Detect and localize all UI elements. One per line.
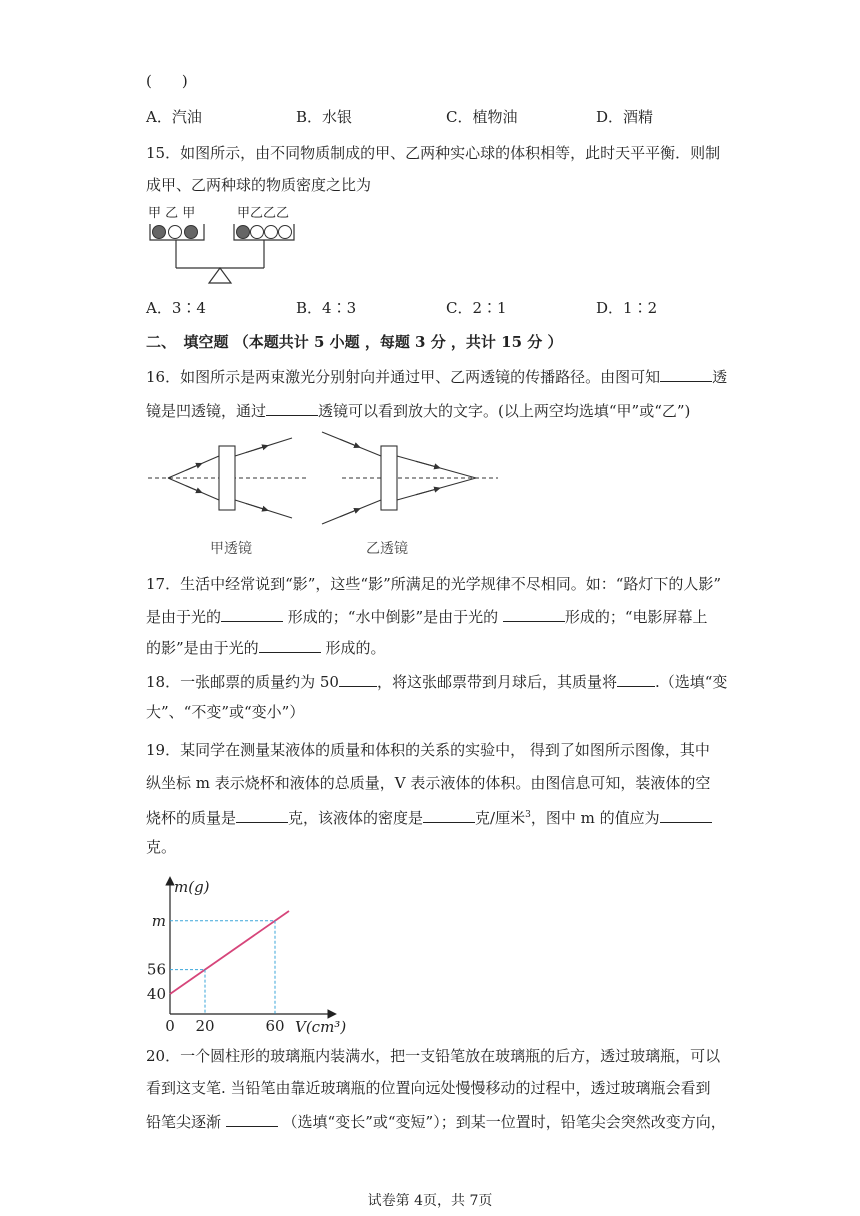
answer-blank[interactable]: [236, 807, 288, 823]
answer-blank[interactable]: [339, 671, 377, 687]
q18-line-2: 大”、“不变”或“变小”）: [146, 703, 305, 721]
q19-text: 烧杯的质量是: [146, 809, 237, 827]
q19-line-1: 19．某同学在测量某液体的质量和体积的关系的实验中， 得到了如图所示图像，其中: [146, 741, 710, 759]
x-tick-label: 20: [195, 1017, 215, 1035]
balance-figure: [146, 202, 306, 286]
answer-blank[interactable]: [660, 366, 712, 382]
q15-option-c: C．2∶1: [446, 299, 507, 317]
data-line: [170, 911, 289, 994]
y-axis-label: m(g): [174, 878, 210, 896]
q18-text: .（选填“变: [654, 673, 728, 691]
q14-option-d: D．酒精: [596, 108, 654, 126]
q19-line-4: 克。: [146, 838, 177, 856]
q14-option-c: C．植物油: [446, 108, 518, 126]
q15-option-b: B．4∶3: [296, 299, 357, 317]
q20-text: （选填“变长”或“变短”）；到某一位置时，铅笔尖会突然改变方向，: [277, 1113, 726, 1131]
page-footer: 试卷第 4页，共 7页: [367, 1193, 493, 1209]
q19-line-3: [146, 805, 712, 828]
ball-jia: [185, 226, 198, 239]
q14-option-a: A．汽油: [146, 108, 202, 126]
q17-text: 的影”是由于光的: [146, 639, 259, 657]
q17-line-3: [146, 637, 385, 658]
ball-jia: [237, 226, 250, 239]
section-2-title: 二、 填空题 （本题共计 5 小题 ，每题 3 分 ，共计 15 分 ）: [146, 333, 563, 351]
q20-line-3: [146, 1111, 726, 1132]
q20-text: 铅笔尖逐渐: [146, 1113, 226, 1131]
q16-line-2: [146, 400, 690, 421]
x-axis-label: V(cm³): [295, 1018, 347, 1036]
ball-yi: [279, 226, 292, 239]
q16-text: 镜是凹透镜，通过: [146, 402, 267, 420]
q15-option-a: A．3∶4: [146, 299, 206, 317]
ball-yi: [265, 226, 278, 239]
ball-yi: [169, 226, 182, 239]
q19-text: 克，该液体的密度是: [288, 809, 424, 827]
answer-blank[interactable]: [259, 637, 321, 653]
q17-text: 形成的。: [320, 639, 386, 657]
q16-text: 透镜可以看到放大的文字。(以上两空均选填“甲”或“乙”): [318, 402, 691, 420]
q15-option-d: D．1∶2: [596, 299, 658, 317]
answer-blank[interactable]: [226, 1111, 278, 1127]
q19-text: ，图中 m 的值应为: [530, 809, 660, 827]
answer-blank[interactable]: [503, 606, 565, 622]
mass-volume-svg: [140, 868, 347, 1036]
ball-jia: [153, 226, 166, 239]
q19-text: 克/厘米: [475, 809, 526, 827]
q19-unit-exponent: 3: [525, 810, 531, 820]
lens-figure: [146, 426, 506, 561]
q17-text: 形成的；“电影屏幕上: [564, 608, 708, 626]
q18-line-1: [146, 671, 727, 692]
q20-line-2: 看到这支笔. 当铅笔由靠近玻璃瓶的位置向远处慢慢移动的过程中，透过玻璃瓶会看到: [146, 1079, 711, 1097]
answer-blank[interactable]: [660, 807, 712, 823]
q16-text: 16．如图所示是两束激光分别射向并通过甲、乙两透镜的传播路径。由图可知: [146, 368, 661, 386]
q14-option-b: B．水银: [296, 108, 353, 126]
ball-yi: [251, 226, 264, 239]
q18-text: 18．一张邮票的质量约为 50: [146, 673, 339, 691]
q17-line-1: 17．生活中经常说到“影”，这些“影”所满足的光学规律不尽相同。如：“路灯下的人影”: [146, 575, 722, 593]
balance-left-labels: 甲 乙 甲: [148, 206, 196, 221]
q19-line-2: 纵坐标 m 表示烧杯和液体的总质量，V 表示液体的体积。由图信息可知，装液体的空: [146, 774, 711, 792]
y-tick-label: 56: [146, 960, 166, 979]
balance-drawing: [146, 202, 306, 286]
q17-text: 是由于光的: [146, 608, 222, 626]
answer-blank[interactable]: [617, 671, 655, 687]
q16-text: 透: [712, 368, 728, 386]
lens-caption-jia: 甲透镜: [210, 541, 252, 557]
y-tick-label: 40: [146, 985, 166, 1003]
q16-line-1: [146, 366, 727, 387]
answer-blank[interactable]: [221, 606, 283, 622]
x-tick-label: 0: [165, 1017, 175, 1035]
balance-right-labels: 甲乙乙乙: [237, 206, 290, 221]
q20-line-1: 20．一个圆柱形的玻璃瓶内装满水，把一支铅笔放在玻璃瓶的后方，透过玻璃瓶，可以: [146, 1047, 721, 1065]
q15-line-1: 15．如图所示，由不同物质制成的甲、乙两种实心球的体积相等，此时天平平衡．则制: [146, 144, 721, 162]
mass-volume-chart: [140, 868, 347, 1036]
q18-text: ，将这张邮票带到月球后，其质量将: [376, 673, 617, 691]
q17-text: 形成的；“水中倒影”是由于光的: [283, 608, 503, 626]
q15-line-2: 成甲、乙两种球的物质密度之比为: [146, 176, 372, 194]
answer-blank[interactable]: [423, 807, 475, 823]
y-tick-label: m: [151, 911, 166, 930]
answer-blank[interactable]: [266, 400, 318, 416]
q14-paren: ( ): [146, 72, 188, 90]
lens-drawing: [146, 426, 506, 538]
q17-line-2: [146, 606, 708, 627]
lens-caption-yi: 乙透镜: [366, 541, 408, 557]
x-tick-label: 60: [265, 1017, 285, 1035]
